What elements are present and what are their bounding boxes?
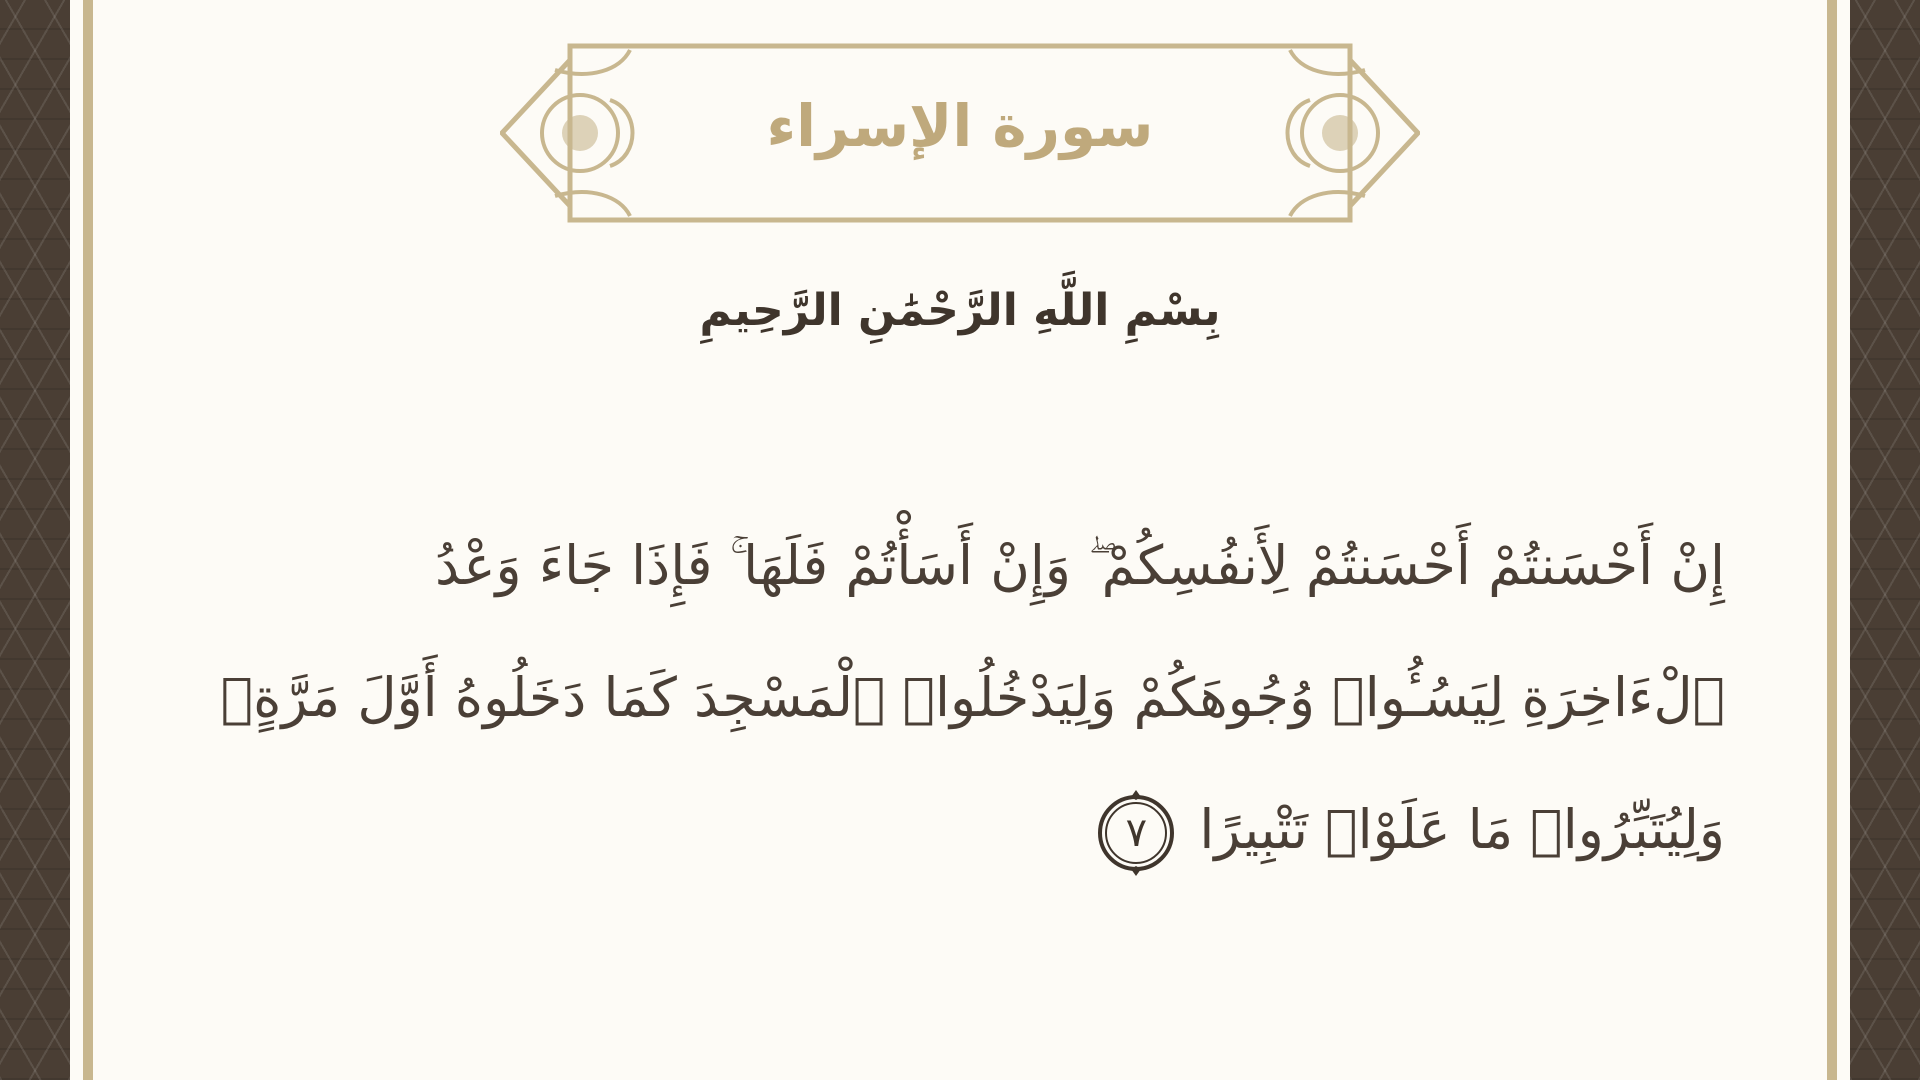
decorative-border-right — [1850, 0, 1920, 1080]
decorative-border-left — [0, 0, 70, 1080]
surah-title-cartouche — [500, 40, 1420, 230]
ayah-end-marker — [1091, 788, 1181, 878]
ayah-line-3 — [200, 764, 1725, 896]
ayah-line-1: إِنْ أَحْسَنتُمْ أَحْسَنتُمْ لِأَنفُسِكُمْ ۖ وَإِنْ أَسَأْتُمْ فَلَهَا ۚ فَإِذَا جَاءَ وَعْدُ — [434, 534, 1725, 597]
surah-title: سورة الإسراء — [766, 92, 1154, 160]
ayah-line-3-text: وَلِيُتَبِّرُوا۟ مَا عَلَوْا۟ تَتْبِيرًا — [1199, 798, 1725, 861]
ayah-line-2: ٱلْءَاخِرَةِ لِيَسُـُٔوا۟ وُجُوهَكُمْ وَلِيَدْخُلُوا۟ ٱلْمَسْجِدَ كَمَا دَخَلُوهُ أَوَّلَ مَرَّةٍۢ — [220, 666, 1725, 729]
ayah-text — [200, 500, 1725, 896]
basmala: بِسْمِ اللَّهِ الرَّحْمَٰنِ الرَّحِيمِ — [699, 285, 1221, 336]
gold-rule-right — [1827, 0, 1837, 1080]
gold-rule-left — [83, 0, 93, 1080]
ayah-number: ٧ — [1125, 810, 1148, 857]
